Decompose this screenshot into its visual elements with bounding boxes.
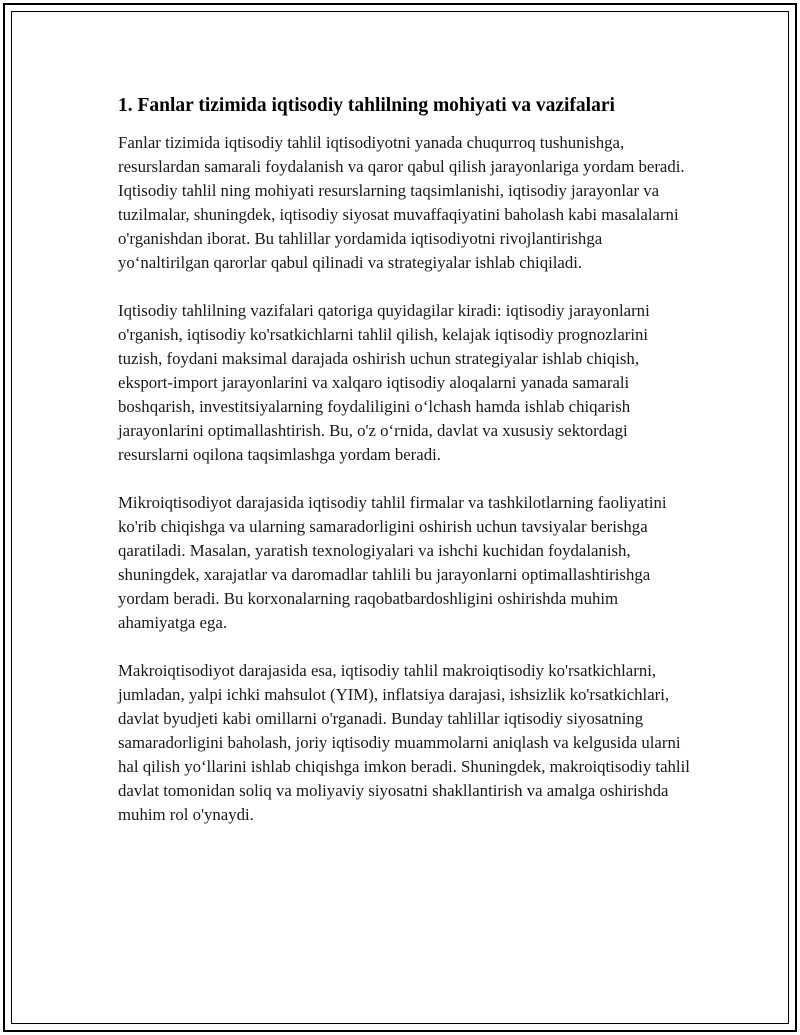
paragraph-intro: Fanlar tizimida iqtisodiy tahlil iqtisodiyotni yanada chuqurroq tushunishga, resurslardan samarali foydalanish va qaror qabul qilish jarayonlariga yordam beradi. Iqtisodiy tahlil ning mohiyati resurslarning taqsimlanishi, iqtisodiy jarayonlar va tuzilmalar, shuningdek, iqtisodiy siyosat muvaffaqiyatini baholash kabi masalalarni o'rganishdan iborat. Bu tahlillar yordamida iqtisodiyotni rivojlantirishga yo‘naltirilgan qarorlar qabul qilinadi va strategiyalar ishlab chiqiladi. [118, 133, 685, 272]
paragraph-tasks: Iqtisodiy tahlilning vazifalari qatoriga quyidagilar kiradi: iqtisodiy jarayonlarni o'rganish, iqtisodiy ko'rsatkichlarni tahlil qilish, kelajak iqtisodiy prognozlarini tuzish, foydani maksimal darajada oshirish uchun strategiyalar ishlab chiqish, eksport-import jarayonlarini va xalqaro iqtisodiy aloqalarni yanada samarali boshqarish, investitsiyalarning foydaliligini o‘lchash hamda ishlab chiqarish jarayonlarini optimallashtirish. Bu, o'z o‘rnida, davlat va xususiy sektordagi resurslarni oqilona taqsimlashga yordam beradi. [118, 301, 650, 464]
paragraph-macro: Makroiqtisodiyot darajasida esa, iqtisodiy tahlil makroiqtisodiy ko'rsatkichlarni, jumladan, yalpi ichki mahsulot (YIM), inflatsiya darajasi, ishsizlik ko'rsatkichlari, davlat byudjeti kabi omillarni o'rganadi. Bunday tahlillar iqtisodiy siyosatning samaradorligini baholash, joriy iqtisodiy muammolarni aniqlash va kelgusida ularni hal qilish yo‘llarini ishlab chiqishga imkon beradi. Shuningdek, makroiqtisodiy tahlil davlat tomonidan soliq va moliyaviy siyosatni shakllantirish va amalga oshirishda muhim rol o'ynaydi. [118, 661, 690, 824]
document-body [118, 93, 693, 851]
section-heading: 1. Fanlar tizimida iqtisodiy tahlilning mohiyati va vazifalari [118, 95, 615, 116]
paragraph-micro: Mikroiqtisodiyot darajasida iqtisodiy tahlil firmalar va tashkilotlarning faoliyatini ko'rib chiqishga va ularning samaradorligini oshirish uchun tavsiyalar berishga qaratiladi. Masalan, yaratish texnologiyalari va ishchi kuchidan foydalanish, shuningdek, xarajatlar va daromadlar tahlili bu jarayonlarni optimallashtirishga yordam beradi. Bu korxonalarning raqobatbardoshligini oshirishda muhim ahamiyatga ega. [118, 493, 667, 632]
